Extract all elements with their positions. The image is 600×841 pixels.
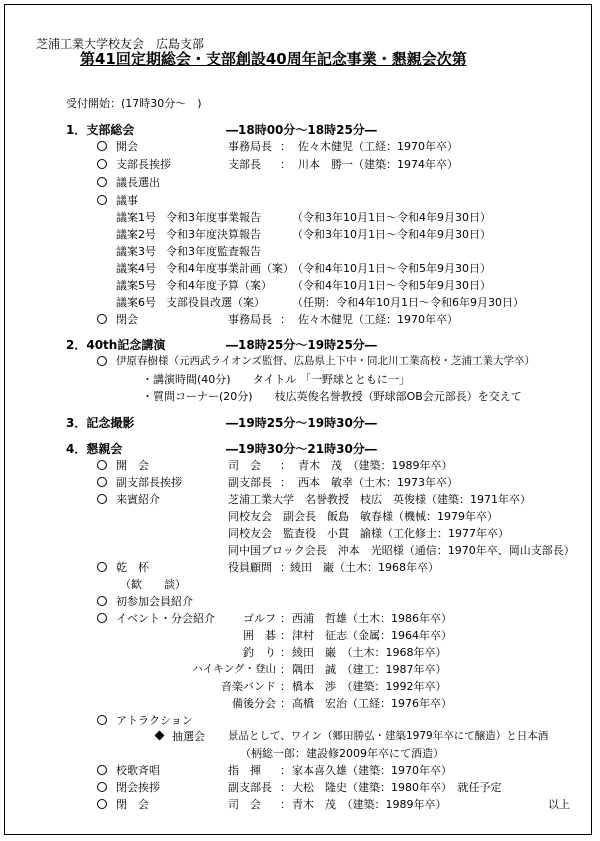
- event-2-sep: ：: [280, 629, 291, 642]
- guests-label: 来賓紹介: [116, 493, 160, 506]
- closing-greet-label: 閉会挨拶: [116, 781, 160, 794]
- s4-open-label: 開 会: [116, 459, 149, 472]
- circle-bullet-icon: [97, 782, 107, 792]
- s1-greeting-sep: ：: [280, 158, 291, 171]
- s1-closing-label: 閉会: [116, 313, 138, 326]
- event-2-name: 囲 碁: [243, 629, 276, 642]
- s4-open-sep: ：: [280, 459, 291, 472]
- section-1-heading: 1．支部総会: [66, 123, 135, 137]
- toast-role: 役員顧問: [228, 561, 272, 574]
- bill-2-period: （令和3年10月1日～令和4年9月30日）: [292, 228, 491, 241]
- bill-6-title: 支部役員改選（案）: [166, 296, 265, 309]
- circle-bullet-icon: [97, 715, 107, 725]
- s4-open-role: 司 会: [228, 459, 261, 472]
- guest-3: 同校友会 監査役 小貫 諭様（工化修士：1977年卒）: [228, 527, 509, 540]
- s1-open-role: 事務局長: [228, 140, 272, 153]
- circle-bullet-icon: [97, 494, 107, 504]
- event-5-name: 音楽バンド: [221, 680, 276, 693]
- circle-bullet-icon: [97, 562, 107, 572]
- bill-3-no: 議案3号: [116, 245, 156, 258]
- circle-bullet-icon: [97, 477, 107, 487]
- event-3-name: 釣 り: [243, 646, 276, 659]
- attraction-label: アトラクション: [116, 714, 193, 727]
- lecture-info: ・講演時間(40分) タイトル 「一野球とともに一」: [142, 373, 410, 386]
- s4-vice-sep: ：: [280, 476, 291, 489]
- lottery-label: 抽選会: [172, 730, 205, 743]
- events-label: イベント・分会紹介: [116, 612, 215, 625]
- event-3-person: 綾田 巌 （土木：1968年卒）: [292, 646, 447, 659]
- circle-bullet-icon: [97, 765, 107, 775]
- s4-vice-person: 西本 敏幸（土木：1973年卒）: [298, 476, 458, 489]
- s1-agenda-label: 議事: [116, 194, 138, 207]
- s1-closing-person: 佐々木健児（工経：1970年卒）: [298, 313, 458, 326]
- toast-sep: ：: [280, 561, 291, 574]
- circle-bullet-icon: [97, 177, 107, 187]
- guest-1: 芝浦工業大学 名誉教授 枝広 英俊様（建築：1971年卒）: [228, 493, 531, 506]
- reception-time: 受付開始：(17時30分～ ): [66, 97, 202, 110]
- closing-greet-role: 副支部長: [228, 781, 272, 794]
- s4-vice-role: 副支部長: [228, 476, 272, 489]
- bill-6-period: （任期：令和4年10月1日～令和6年9月30日）: [292, 296, 524, 309]
- event-4-person: 隅田 誠 （建工：1987年卒）: [292, 663, 447, 676]
- section-3-time: ―19時25分～19時30分―: [226, 416, 377, 430]
- song-label: 校歌斉唱: [116, 764, 160, 777]
- circle-bullet-icon: [97, 596, 107, 606]
- bill-2-no: 議案2号: [116, 228, 156, 241]
- circle-bullet-icon: [97, 159, 107, 169]
- bill-4-period: （令和4年10月1日～令和5年9月30日）: [292, 262, 491, 275]
- song-sep: ：: [280, 764, 291, 777]
- event-4-sep: ：: [280, 663, 291, 676]
- lottery-desc-2: （柄総一郎：建設修2009年卒にて酒造）: [240, 747, 444, 760]
- song-person: 家本喜久雄（建築：1970年卒）: [292, 764, 452, 777]
- bill-3-title: 令和3年度監査報告: [166, 245, 261, 258]
- circle-bullet-icon: [97, 460, 107, 470]
- section-4-heading: 4．懇親会: [66, 442, 123, 456]
- s1-closing-sep: ：: [280, 313, 291, 326]
- s4-closing-sep: ：: [280, 798, 291, 811]
- s4-closing-person: 青木 茂 （建築：1989年卒）: [292, 798, 447, 811]
- s1-greeting-role: 支部長: [228, 158, 261, 171]
- event-3-sep: ：: [280, 646, 291, 659]
- closing-greet-sep: ：: [280, 781, 291, 794]
- event-2-person: 津村 征志（金属：1964年卒）: [292, 629, 452, 642]
- bill-5-no: 議案5号: [116, 279, 156, 292]
- circle-bullet-icon: [97, 195, 107, 205]
- section-3-heading: 3．記念撮影: [66, 416, 135, 430]
- event-6-name: 備後分会: [232, 697, 276, 710]
- event-1-sep: ：: [280, 612, 291, 625]
- closing-greet-person: 大松 隆史（建築：1980年卒） 就任予定: [292, 781, 502, 794]
- event-6-sep: ：: [280, 697, 291, 710]
- event-1-person: 西浦 哲雄（土木：1986年卒）: [292, 612, 452, 625]
- circle-bullet-icon: [97, 141, 107, 151]
- section-4-time: ―19時30分～21時30分―: [226, 442, 377, 456]
- qa-info: ・質問コーナー(20分) 枝広英俊名誉教授（野球部OB会元部長）を交えて: [142, 390, 522, 403]
- section-2-time: ―18時25分～19時25分―: [226, 338, 377, 352]
- section-2-heading: 2．40th記念講演: [66, 338, 166, 352]
- s1-greeting-person: 川本 勝一（建築：1974年卒）: [298, 158, 458, 171]
- toast-person: 綾田 巌（土木：1968年卒）: [290, 561, 439, 574]
- bill-2-title: 令和3年度決算報告: [166, 228, 261, 241]
- page-title: 第41回定期総会・支部創設40周年記念事業・懇親会次第: [80, 50, 467, 68]
- bill-4-title: 令和4年度事業計画（案）: [166, 262, 294, 275]
- bill-5-period: （令和4年10月1日～令和5年9月30日）: [292, 279, 491, 292]
- end-mark: 以上: [548, 798, 570, 811]
- circle-bullet-icon: [97, 799, 107, 809]
- s1-chair-label: 議長選出: [116, 176, 160, 189]
- guest-4: 同中国ブロック会長 沖本 光昭様（通信：1970年卒、岡山支部長）: [228, 544, 575, 557]
- lottery-desc: 景品として、ワイン（郷田勝弘・建築1979年卒にて醸造）と日本酒: [228, 730, 549, 742]
- circle-bullet-icon: [97, 356, 107, 366]
- bill-6-no: 議案6号: [116, 296, 156, 309]
- s1-open-person: 佐々木健児（工経：1970年卒）: [298, 140, 458, 153]
- event-5-person: 橋本 渉 （建築：1992年卒）: [292, 680, 447, 693]
- song-role: 指 揮: [228, 764, 261, 777]
- bill-1-no: 議案1号: [116, 211, 156, 224]
- s1-open-sep: ：: [280, 140, 291, 153]
- circle-bullet-icon: [97, 613, 107, 623]
- event-6-person: 高橋 宏治（工経：1976年卒）: [292, 697, 452, 710]
- chat-time: （歓 談）: [120, 578, 186, 591]
- bill-1-title: 令和3年度事業報告: [166, 211, 261, 224]
- organization-name: 芝浦工業大学校友会 広島支部: [36, 37, 205, 51]
- guest-2: 同校友会 副会長 飯島 敏春様（機械：1979年卒）: [228, 510, 498, 523]
- event-1-name: ゴルフ: [243, 612, 276, 625]
- event-5-sep: ：: [280, 680, 291, 693]
- s1-closing-role: 事務局長: [228, 313, 272, 326]
- event-4-name: ハイキング・登山: [192, 663, 276, 675]
- s4-closing-label: 閉 会: [116, 798, 149, 811]
- s4-open-person: 青木 茂 （建築：1989年卒）: [298, 459, 453, 472]
- bill-1-period: （令和3年10月1日～令和4年9月30日）: [292, 211, 491, 224]
- bill-5-title: 令和4年度予算（案）: [166, 279, 272, 292]
- toast-label: 乾 杯: [116, 561, 149, 574]
- s4-closing-role: 司 会: [228, 798, 261, 811]
- newcomers-label: 初参加会員紹介: [116, 595, 193, 608]
- s1-greeting-label: 支部長挨拶: [116, 158, 171, 171]
- section-1-time: ―18時00分～18時25分―: [226, 123, 377, 137]
- speaker-intro: 伊原春樹様（元西武ライオンズ監督、広島県上下中・同北川工業高校・芝浦工業大学卒）: [116, 355, 536, 367]
- bill-4-no: 議案4号: [116, 262, 156, 275]
- circle-bullet-icon: [97, 314, 107, 324]
- s1-open-label: 開会: [116, 140, 138, 153]
- s4-vice-label: 副支部長挨拶: [116, 476, 182, 489]
